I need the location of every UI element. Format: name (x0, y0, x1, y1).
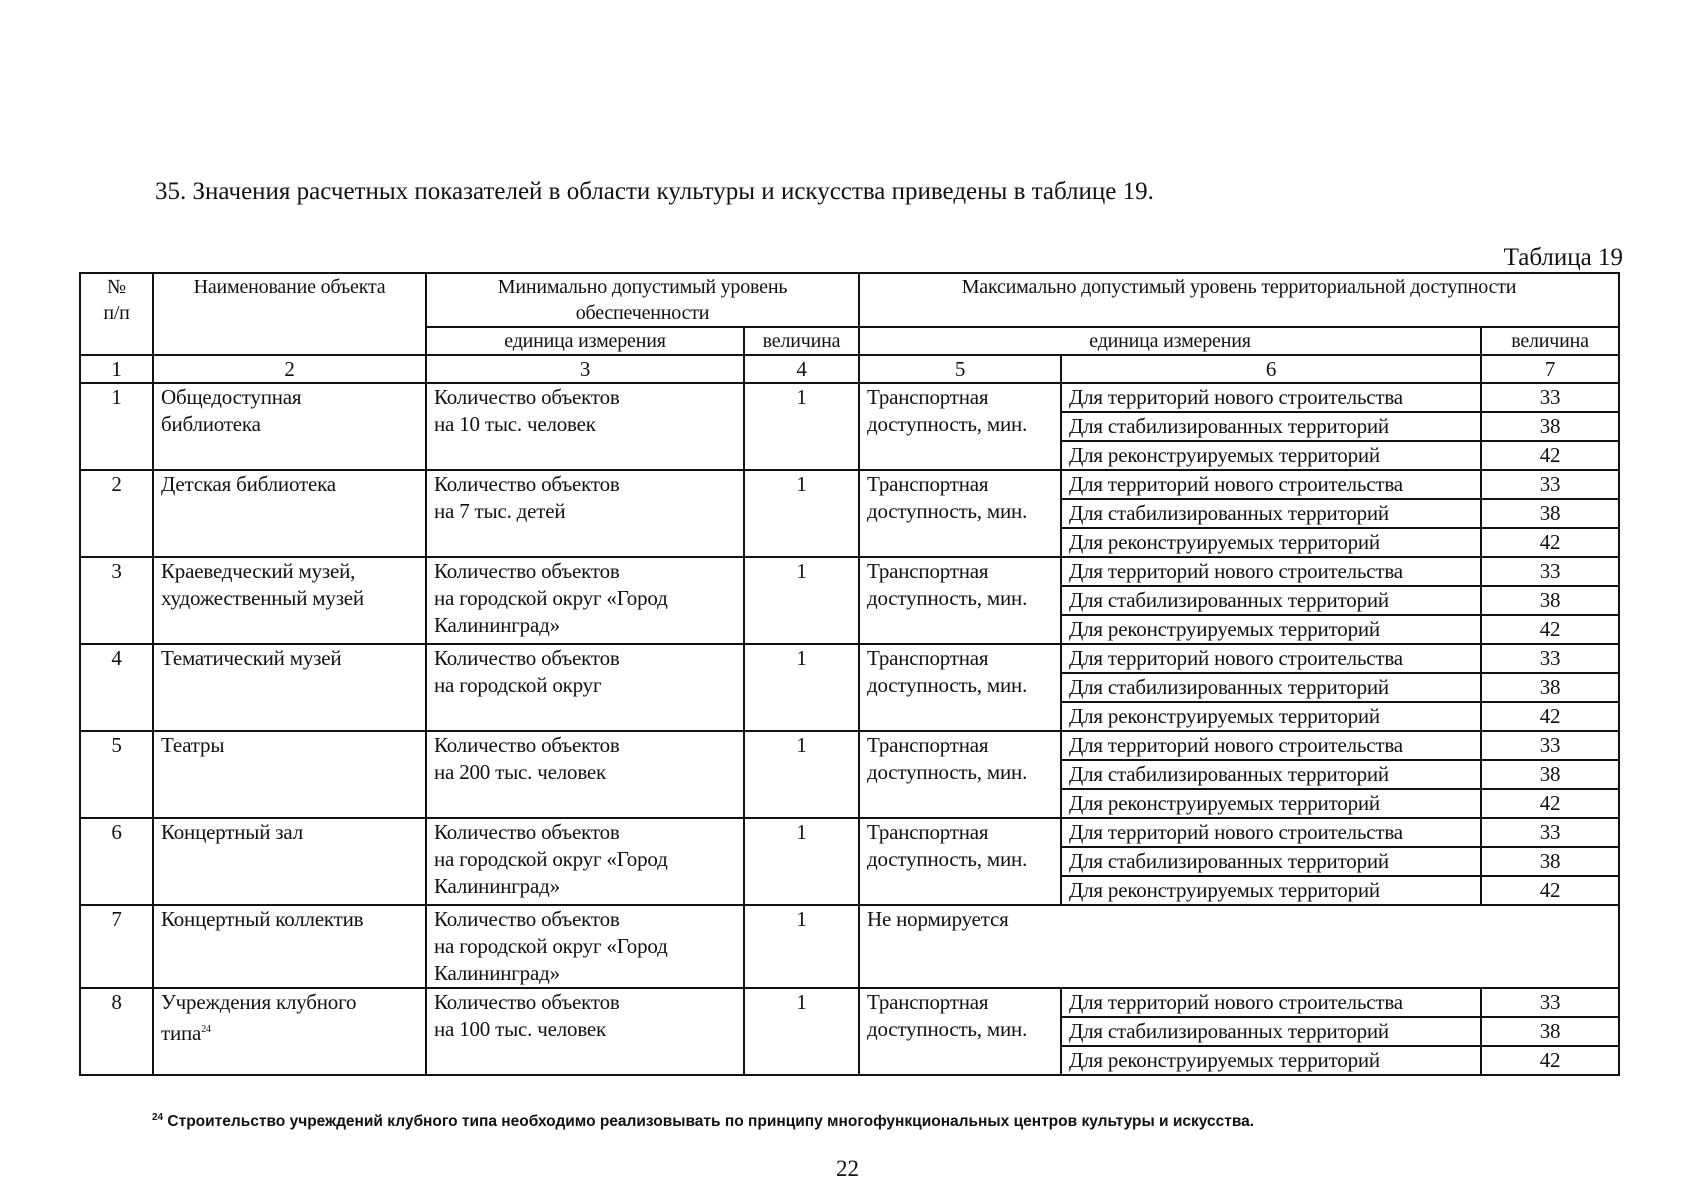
max-unit: Транспортная доступность, мин. (859, 557, 1061, 644)
col-number: 6 (1061, 355, 1481, 383)
max-value: 33 (1481, 557, 1619, 586)
header-min-unit: единица измерения (426, 327, 744, 355)
territory-type: Для стабилизированных территорий (1061, 1017, 1481, 1046)
object-name-text: Концертный зал (161, 820, 303, 844)
object-name (153, 988, 426, 1075)
min-value: 1 (744, 383, 859, 470)
territory-type: Для территорий нового строительства (1061, 644, 1481, 673)
max-value: 38 (1481, 586, 1619, 615)
table-row (80, 470, 1619, 499)
table-caption: Таблица 19 (1503, 244, 1623, 271)
max-value: 42 (1481, 1046, 1619, 1075)
max-value: 33 (1481, 470, 1619, 499)
header-max-level: Максимально допустимый уровень территориальной доступности (859, 273, 1619, 327)
min-unit: Количество объектов на 10 тыс. человек (426, 383, 744, 470)
object-name-text: Тематический музей (161, 646, 342, 670)
territory-type: Для территорий нового строительства (1061, 731, 1481, 760)
max-value: 42 (1481, 615, 1619, 644)
intro-paragraph: 35. Значения расчетных показателей в области культуры и искусства приведены в таблице 19. (155, 178, 1154, 205)
max-value: 33 (1481, 644, 1619, 673)
min-value: 1 (744, 644, 859, 731)
territory-type: Для территорий нового строительства (1061, 988, 1481, 1017)
min-unit: Количество объектов на 100 тыс. человек (426, 988, 744, 1075)
not-normed: Не нормируется (859, 905, 1619, 988)
table-row (80, 818, 1619, 847)
max-value: 42 (1481, 876, 1619, 905)
table-row (80, 905, 1619, 988)
col-number: 4 (744, 355, 859, 383)
col-number: 5 (859, 355, 1061, 383)
max-unit: Транспортная доступность, мин. (859, 818, 1061, 905)
object-name (153, 905, 426, 988)
header-row-1 (80, 273, 1619, 327)
territory-type: Для стабилизированных территорий (1061, 586, 1481, 615)
row-number: 5 (80, 731, 153, 818)
max-unit: Транспортная доступность, мин. (859, 383, 1061, 470)
max-value: 33 (1481, 731, 1619, 760)
territory-type: Для стабилизированных территорий (1061, 847, 1481, 876)
object-name (153, 644, 426, 731)
territory-type: Для реконструируемых территорий (1061, 441, 1481, 470)
min-unit: Количество объектов на городской округ «Город Калининград» (426, 905, 744, 988)
footnote-text: Строительство учреждений клубного типа необходимо реализовывать по принципу многофункциональных центров культуры и искусства. (163, 1113, 1255, 1131)
table-row (80, 988, 1619, 1017)
column-number-row (80, 355, 1619, 383)
max-value: 42 (1481, 528, 1619, 557)
territory-type: Для реконструируемых территорий (1061, 702, 1481, 731)
row-number: 6 (80, 818, 153, 905)
object-name (153, 818, 426, 905)
object-name-text: Краеведческий музей, художественный музей (161, 559, 364, 610)
table-row (80, 383, 1619, 412)
object-name-text: Театры (161, 733, 225, 757)
territory-type: Для стабилизированных территорий (1061, 412, 1481, 441)
min-value: 1 (744, 470, 859, 557)
territory-type: Для стабилизированных территорий (1061, 760, 1481, 789)
max-value: 38 (1481, 673, 1619, 702)
row-number: 2 (80, 470, 153, 557)
min-value: 1 (744, 818, 859, 905)
territory-type: Для территорий нового строительства (1061, 383, 1481, 412)
max-value: 42 (1481, 789, 1619, 818)
territory-type: Для территорий нового строительства (1061, 557, 1481, 586)
max-value: 38 (1481, 412, 1619, 441)
footnote-reference: 24 (201, 1024, 211, 1035)
min-value: 1 (744, 905, 859, 988)
header-name: Наименование объекта (153, 273, 426, 355)
max-value: 38 (1481, 499, 1619, 528)
row-number: 8 (80, 988, 153, 1075)
territory-type: Для реконструируемых территорий (1061, 528, 1481, 557)
object-name-text: Концертный коллектив (161, 907, 364, 931)
object-name (153, 383, 426, 470)
max-unit: Транспортная доступность, мин. (859, 731, 1061, 818)
object-name-text: Общедоступная библиотека (161, 385, 302, 436)
table-row (80, 644, 1619, 673)
footnote (152, 1112, 1254, 1131)
object-name (153, 470, 426, 557)
max-unit: Транспортная доступность, мин. (859, 988, 1061, 1075)
max-value: 42 (1481, 702, 1619, 731)
max-value: 38 (1481, 1017, 1619, 1046)
row-number: 3 (80, 557, 153, 644)
table-row (80, 557, 1619, 586)
row-number: 7 (80, 905, 153, 988)
object-name (153, 731, 426, 818)
header-max-value: величина (1481, 327, 1619, 355)
header-max-unit: единица измерения (859, 327, 1481, 355)
min-unit: Количество объектов на городской округ «Город Калининград» (426, 818, 744, 905)
object-name-text: Детская библиотека (161, 472, 336, 496)
min-unit: Количество объектов на 200 тыс. человек (426, 731, 744, 818)
min-value: 1 (744, 557, 859, 644)
territory-type: Для стабилизированных территорий (1061, 673, 1481, 702)
max-value: 33 (1481, 818, 1619, 847)
col-number: 3 (426, 355, 744, 383)
header-min-level: Минимально допустимый уровень обеспеченности (426, 273, 859, 327)
page-number: 22 (836, 1156, 859, 1181)
territory-type: Для территорий нового строительства (1061, 470, 1481, 499)
header-min-value: величина (744, 327, 859, 355)
footnote-mark: 24 (152, 1112, 164, 1123)
territory-type: Для территорий нового строительства (1061, 818, 1481, 847)
object-name (153, 557, 426, 644)
max-unit: Транспортная доступность, мин. (859, 470, 1061, 557)
table-row (80, 731, 1619, 760)
max-unit: Транспортная доступность, мин. (859, 644, 1061, 731)
max-value: 38 (1481, 847, 1619, 876)
col-number: 1 (80, 355, 153, 383)
min-unit: Количество объектов на городской округ (426, 644, 744, 731)
territory-type: Для реконструируемых территорий (1061, 876, 1481, 905)
territory-type: Для стабилизированных территорий (1061, 499, 1481, 528)
min-value: 1 (744, 731, 859, 818)
col-number: 7 (1481, 355, 1619, 383)
row-number: 1 (80, 383, 153, 470)
max-value: 33 (1481, 988, 1619, 1017)
col-number: 2 (153, 355, 426, 383)
min-value: 1 (744, 988, 859, 1075)
territory-type: Для реконструируемых территорий (1061, 789, 1481, 818)
max-value: 33 (1481, 383, 1619, 412)
territory-type: Для реконструируемых территорий (1061, 615, 1481, 644)
row-number: 4 (80, 644, 153, 731)
territory-type: Для реконструируемых территорий (1061, 1046, 1481, 1075)
indicators-table (79, 272, 1620, 1076)
min-unit: Количество объектов на городской округ «Город Калининград» (426, 557, 744, 644)
header-num: № п/п (80, 273, 153, 355)
max-value: 42 (1481, 441, 1619, 470)
object-name-text: Учреждения клубного типа (161, 990, 357, 1045)
min-unit: Количество объектов на 7 тыс. детей (426, 470, 744, 557)
max-value: 38 (1481, 760, 1619, 789)
